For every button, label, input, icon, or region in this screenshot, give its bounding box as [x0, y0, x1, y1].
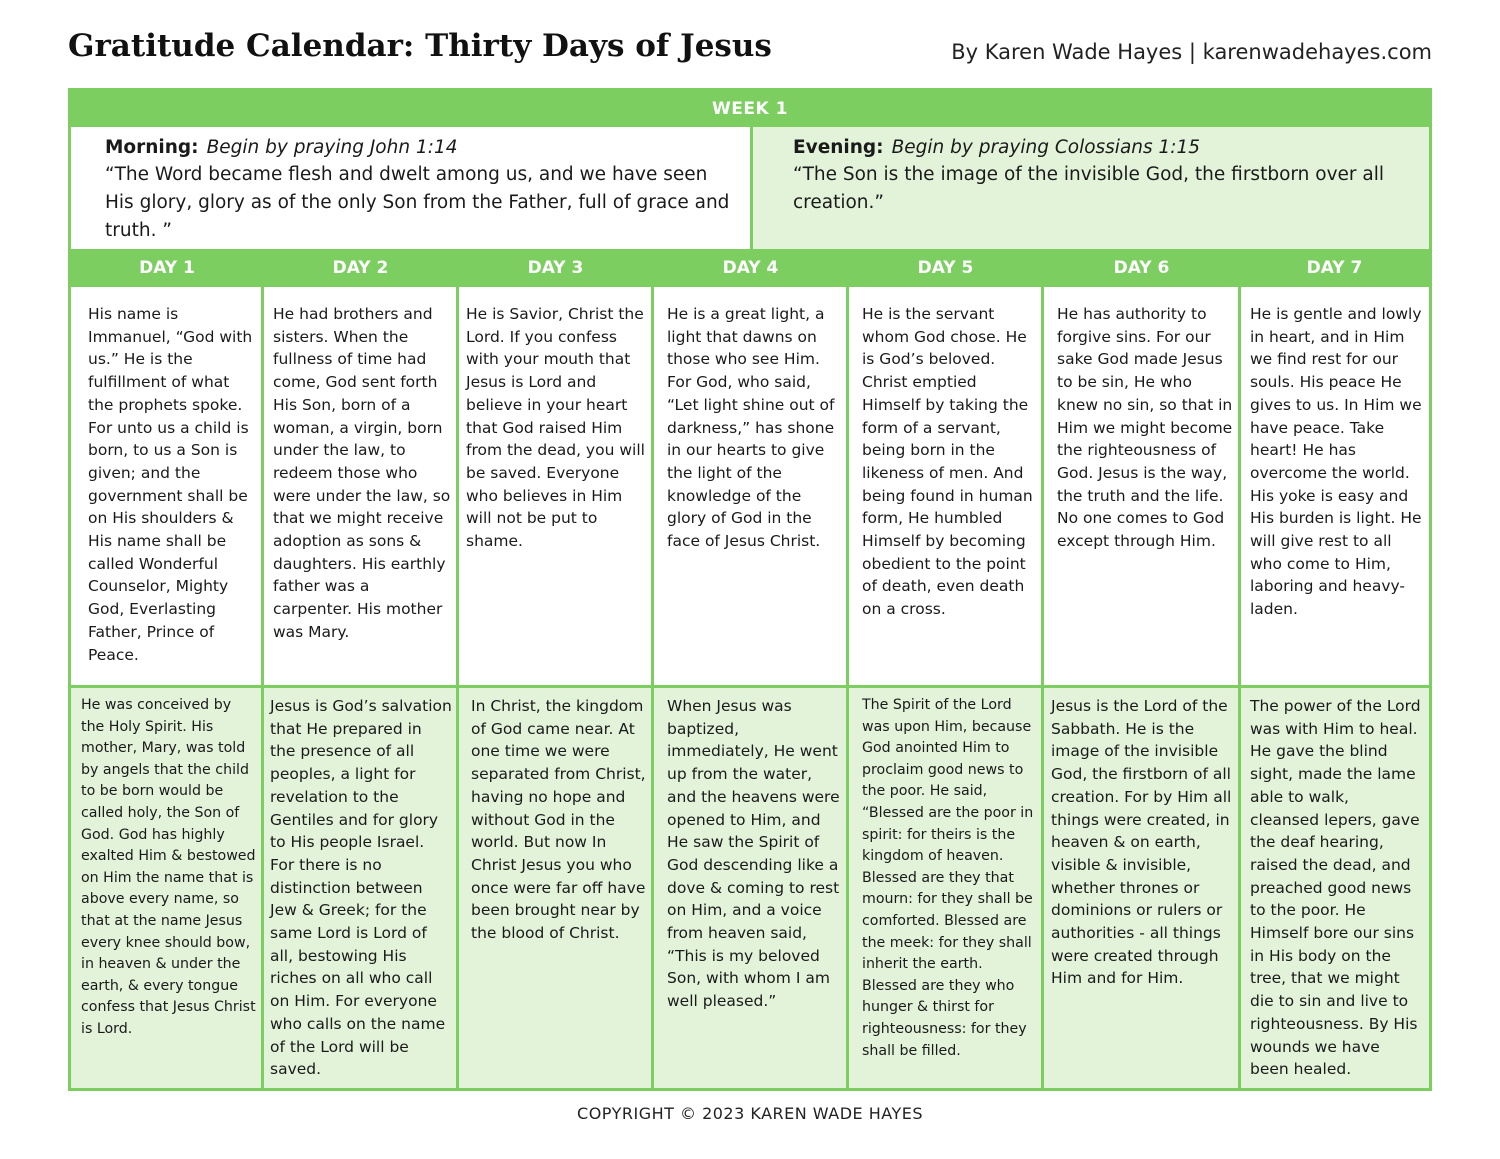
morning-reference: Begin by praying John 1:14 — [206, 137, 458, 158]
day-1-evening-entry: He was conceived by the Holy Spirit. His mother, Mary, was told by angels that the child to be born would be called holy, the Son of God. God has highly exalted Him & bestowed on Him the name that is above every name, so that at the name Jesus every knee should bow, in heaven & under the earth, & every tongue confess that Jesus Christ is Lord. — [71, 687, 263, 1088]
morning-prayer — [71, 127, 753, 249]
day-header: DAY 7 — [1306, 258, 1363, 278]
day-header: DAY 1 — [139, 258, 195, 278]
author-byline: By Karen Wade Hayes | karenwadehayes.com — [951, 40, 1432, 64]
week-label: WEEK 1 — [71, 91, 1429, 127]
evening-label: Evening: — [793, 137, 884, 158]
morning-quote: “The Word became flesh and dwelt among us, and we have seen His glory, glory as of the only Son from the Father, full of grace and truth. ” — [105, 164, 730, 241]
day-header: DAY 2 — [332, 258, 389, 278]
day-7-morning-entry: He is gentle and lowly in heart, and in Him we find rest for our souls. His peace He gives to us. In Him we have peace. Take heart! He has overcome the world. His yoke is easy and His burden is light. He will give rest to all who come to Him, laboring and heavy-laden. — [1240, 287, 1429, 687]
evening-prayer-heading — [793, 135, 1409, 161]
copyright-notice: COPYRIGHT © 2023 KAREN WADE HAYES — [577, 1104, 923, 1123]
column-divider — [846, 287, 849, 1088]
day-header-row — [71, 249, 1429, 287]
day-header: DAY 5 — [917, 258, 974, 278]
day-header: DAY 6 — [1113, 258, 1170, 278]
column-divider — [456, 287, 459, 1088]
day-7-evening-entry: The power of the Lord was with Him to heal. He gave the blind sight, made the lame able to walk, cleansed lepers, gave the deaf hearing, raised the dead, and preached good news to the poor. He Himself bore our sins in His body on the tree, that we might die to sin and live to righteousness. By His wounds we have been healed. — [1240, 687, 1429, 1088]
day-6-evening-entry: Jesus is the Lord of the Sabbath. He is the image of the invisible God, the firstborn of all creation. For by Him all things were created, in heaven & on earth, visible & invisible, whether thrones or dominions or rulers or authorities - all things were created through Him and for Him. — [1043, 687, 1240, 1088]
column-divider — [1041, 287, 1044, 1088]
day-1-morning-entry: His name is Immanuel, “God with us.” He is the fulfillment of what the prophets spoke. For unto us a child is born, to us a Son is given; and the government shall be on His shoulders & His name shall be called Wonderful Counselor, Mighty God, Everlasting Father, Prince of Peace. — [71, 287, 263, 687]
day-5-morning-entry: He is the servant whom God chose. He is God’s beloved. Christ emptied Himself by taking the form of a servant, being born in the likeness of men. And being found in human form, He humbled Himself by becoming obedient to the point of death, even death on a cross. — [848, 287, 1043, 687]
day-4-evening-entry: When Jesus was baptized, immediately, He went up from the water, and the heavens were opened to Him, and He saw the Spirit of God descending like a dove & coming to rest on Him, and a voice from heaven said, “This is my beloved Son, with whom I am well pleased.” — [653, 687, 848, 1088]
day-2-morning-entry: He had brothers and sisters. When the fullness of time had come, God sent forth His Son, born of a woman, a virgin, born under the law, to redeem those who were under the law, so that we might receive adoption as sons & daughters. His earthly father was a carpenter. His mother was Mary. — [263, 287, 458, 687]
morning-prayer-heading — [105, 135, 730, 161]
morning-label: Morning: — [105, 137, 199, 158]
evening-quote: “The Son is the image of the invisible God, the firstborn over all creation.” — [793, 164, 1385, 213]
column-divider — [261, 287, 264, 1088]
day-5-evening-entry: The Spirit of the Lord was upon Him, because God anointed Him to proclaim good news to the poor. He said, “Blessed are the poor in spirit: for theirs is the kingdom of heaven. Blessed are they that mourn: for they shall be comforted. Blessed are the meek: for they shall inherit the earth. Blessed are they who hunger & thirst for righteousness: for they shall be filled. — [848, 687, 1043, 1088]
calendar-grid — [68, 88, 1432, 1091]
day-3-evening-entry: In Christ, the kingdom of God came near. At one time we were separated from Christ, having no hope and without God in the world. But now In Christ Jesus you who once were far off have been brought near by the blood of Christ. — [458, 687, 653, 1088]
row-divider — [71, 685, 1429, 688]
day-header: DAY 4 — [722, 258, 779, 278]
column-divider — [651, 287, 654, 1088]
day-4-morning-entry: He is a great light, a light that dawns on those who see Him. For God, who said, “Let light shine out of darkness,” has shone in our hearts to give the light of the knowledge of the glory of God in the face of Jesus Christ. — [653, 287, 848, 687]
page-title: Gratitude Calendar: Thirty Days of Jesus — [68, 28, 772, 64]
day-6-morning-entry: He has authority to forgive sins. For our sake God made Jesus to be sin, He who knew no sin, so that in Him we might become the righteousness of God. Jesus is the way, the truth and the life. No one comes to God except through Him. — [1043, 287, 1240, 687]
day-2-evening-entry: Jesus is God’s salvation that He prepared in the presence of all peoples, a light for revelation to the Gentiles and for glory to His people Israel. For there is no distinction between Jew & Greek; for the same Lord is Lord of all, bestowing His riches on all who call on Him. For everyone who calls on the name of the Lord will be saved. — [263, 687, 458, 1088]
evening-prayer — [753, 127, 1429, 249]
day-header: DAY 3 — [527, 258, 584, 278]
column-divider — [1238, 287, 1241, 1088]
day-3-morning-entry: He is Savior, Christ the Lord. If you confess with your mouth that Jesus is Lord and believe in your heart that God raised Him from the dead, you will be saved. Everyone who believes in Him will not be put to shame. — [458, 287, 653, 687]
evening-reference: Begin by praying Colossians 1:15 — [891, 137, 1201, 158]
